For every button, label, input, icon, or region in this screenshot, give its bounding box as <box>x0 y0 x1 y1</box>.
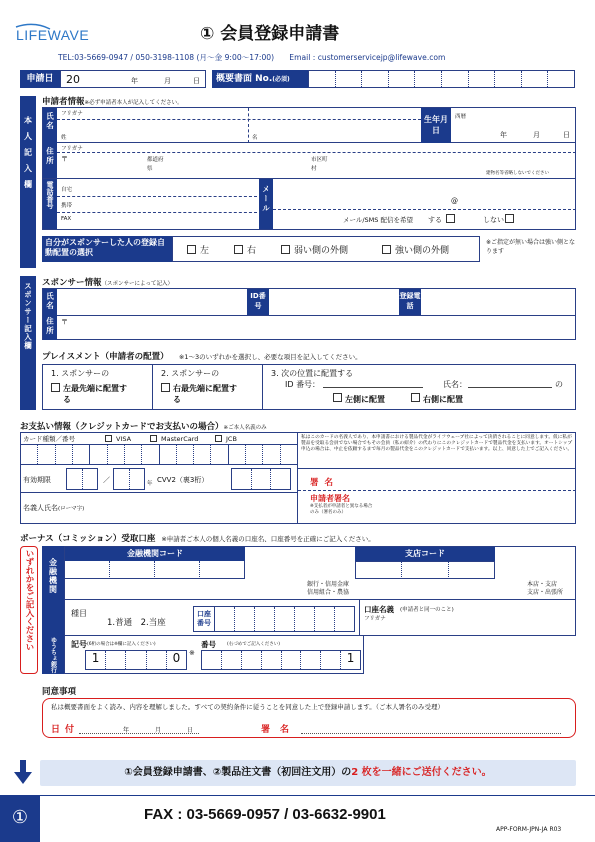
opt3-id: ID 番号： <box>285 380 321 389</box>
opt1-checkbox[interactable] <box>51 383 60 392</box>
account-name-furigana: フリガナ <box>364 616 386 622</box>
date-row <box>20 70 575 90</box>
opt1-label: 左最先端に配置する <box>63 384 127 404</box>
applicant-name-row <box>42 107 576 143</box>
birth-seireki: 西暦 <box>455 114 467 120</box>
sms-no: しない <box>483 216 504 224</box>
auto-placement-options <box>172 236 480 262</box>
send-instruction-red: 2 枚を一緒にご送付ください。 <box>351 767 492 778</box>
agreement-sign-label: 署名 <box>261 725 300 735</box>
address-city: 市区町村 <box>311 157 328 172</box>
logo-text: LIFEWAVE <box>16 27 90 43</box>
opt1-title: 1. スポンサーの <box>51 369 110 378</box>
sponsor-postal: 〒 <box>61 318 68 326</box>
applicant-contact-row <box>42 179 576 230</box>
phone-fax: FAX <box>61 216 72 222</box>
birth-year: 年 <box>500 131 507 139</box>
holder-label <box>23 503 84 513</box>
jcb-label: JCB <box>226 434 237 443</box>
sponsor-side-text: スポンサー記入欄 <box>23 282 33 350</box>
placement-opt3[interactable] <box>263 365 575 409</box>
birth-month: 月 <box>533 131 540 139</box>
placement-options <box>42 364 576 410</box>
expiry-slash: ／ <box>103 476 110 484</box>
expiry-row <box>21 465 297 493</box>
bank-types: 銀行・信用金庫 信用組合・農協 <box>307 581 350 596</box>
expiry-month[interactable] <box>66 468 98 490</box>
visa-label: VISA <box>116 434 132 443</box>
applicant-furigana: フリガナ <box>61 111 83 117</box>
expiry-year[interactable] <box>113 468 145 490</box>
jcb-checkbox[interactable] <box>215 435 222 442</box>
consent-text: 私はこのカードの名義人であり、本申請書における製品代金がライフウェーブ社によって決済されることに同意します。仮に私が製品を受取る会員でない場合でもその会員（私の紹介）の代わりにこのクレジットカードで製品代金を支払います。オートシップ申込の場合は、中止を依頼するまで毎月の製品代金をこのクレジットカードで支払います。以上、同意した上でご記入ください。 <box>301 435 573 453</box>
applicant-sign-label: 申請者署名 <box>310 494 350 503</box>
bank-code-box <box>64 546 576 600</box>
sponsor-name-label: 氏名 <box>45 292 55 311</box>
bonus-heading <box>20 532 375 544</box>
address-building-note: 建物名等省略しないでください <box>486 171 549 176</box>
card-type-label: カード種類／番号 <box>23 435 75 443</box>
bonus-side-label <box>20 546 38 674</box>
bank-side-text: 金融機関 <box>48 558 58 594</box>
visa-checkbox[interactable] <box>105 435 112 442</box>
branch-code-label: 支店コード <box>355 547 495 561</box>
payment-heading-note: ※ご本人名義のみ <box>223 425 267 431</box>
sponsor-id-field[interactable] <box>269 289 399 315</box>
auto-placement-label: 自分がスポンサーした人の登録自動配置の選択 <box>42 236 172 262</box>
bank-side-label <box>42 546 64 636</box>
send-instruction <box>40 760 576 786</box>
sms-no-checkbox[interactable] <box>505 214 514 223</box>
applicant-heading <box>42 95 183 107</box>
kigou-first: 1 <box>86 651 106 669</box>
phone-label: 電話番号 <box>46 181 54 209</box>
applicant-address-label: 住所 <box>45 147 55 166</box>
placement-opt1[interactable] <box>43 365 153 409</box>
account-kind-options[interactable]: 1.普通 2.当座 <box>107 618 166 628</box>
payment-heading <box>20 420 267 432</box>
sponsor-fields <box>42 288 576 340</box>
birth-day: 日 <box>563 131 570 139</box>
fax-number: FAX : 03-5669-0957 / 03-6632-9901 <box>144 806 386 823</box>
placement-heading-note: ※1〜3のいずれかを選択し、必要な項目を記入してください。 <box>178 353 362 361</box>
opt3-no: の <box>555 380 563 389</box>
agreement-year: 年 <box>123 727 130 734</box>
applicant-mei: 名 <box>252 135 258 141</box>
placement-heading-text: プレイスメント（申請者の配置） <box>42 352 169 362</box>
branch-types: 本店・支店 支店・出張所 <box>527 581 564 596</box>
overview-number-field[interactable] <box>308 70 575 88</box>
opt3-name: 氏名： <box>443 380 467 389</box>
holder-note: (ローマ字) <box>58 506 85 512</box>
sponsor-heading-note: （スポンサーによって記入） <box>101 281 174 287</box>
address-postal: 〒 <box>61 155 68 163</box>
master-label: MasterCard <box>161 434 199 443</box>
cvv-field[interactable] <box>231 468 291 490</box>
applicant-side-label <box>20 96 36 268</box>
phone-home: 自宅 <box>61 187 73 193</box>
card-number-boxes[interactable] <box>21 445 297 465</box>
expiry-label: 有効期限 <box>23 476 51 484</box>
agreement-month: 月 <box>155 727 162 734</box>
form-number-badge: ① <box>0 795 40 842</box>
expiry-nen: 年 <box>147 481 153 487</box>
date-year-prefix: 20 <box>66 73 80 86</box>
placement-weak: 弱い側の外側 <box>294 245 349 256</box>
card-sign-label: 署名 <box>310 478 340 488</box>
payment-box <box>20 432 576 524</box>
placement-strong-checkbox[interactable] <box>382 245 391 254</box>
overview-label-text: 概要書面 No. <box>216 74 273 84</box>
account-name-note: (申請者と同一のこと) <box>400 607 454 613</box>
bonus-heading-text: ボーナス（コミッション）受取口座 <box>20 534 156 544</box>
yucho-side-text: ゆうちょ銀行 <box>49 637 57 673</box>
phone-mobile: 携帯 <box>61 203 73 209</box>
opt3-title: 3. 次の位置に配置する <box>271 369 354 378</box>
placement-heading <box>42 350 362 362</box>
bank-code-label: 金融機関コード <box>65 547 245 561</box>
account-row <box>64 600 576 636</box>
placement-left-checkbox[interactable] <box>187 245 196 254</box>
placement-strong: 強い側の外側 <box>395 245 450 256</box>
yucho-box <box>64 636 364 674</box>
sponsor-side-label <box>20 276 36 410</box>
payment-heading-text: お支払い情報（クレジットカードでお支払いの場合） <box>20 422 224 432</box>
agreement-text: 私は概要書面をよく読み、内容を理解しました。すべての契約条件に従うことを同意した上で登録申請します。（ご本人署名のみ受理） <box>51 703 444 711</box>
sms-yes-checkbox[interactable] <box>446 214 455 223</box>
address-furigana: フリガナ <box>61 146 83 152</box>
date-day: 日 <box>193 77 200 85</box>
opt2-title: 2. スポンサーの <box>161 369 220 378</box>
sponsor-heading-text: スポンサー情報 <box>42 278 102 288</box>
sms-yes: する <box>428 216 442 224</box>
branch-code-boxes[interactable] <box>355 561 495 579</box>
address-prefecture: 都道府県 <box>147 157 164 172</box>
page-title: ① 会員登録申請書 <box>200 24 340 44</box>
placement-opt2[interactable] <box>153 365 263 409</box>
applicant-name-label: 氏名 <box>45 112 55 131</box>
down-arrow-icon <box>14 760 32 784</box>
account-number-label: 口座番号 <box>193 606 215 632</box>
bonus-heading-note: ※申請者ご本人の個人名義の口座名、口座番号を正確にご記入ください。 <box>161 535 375 543</box>
number-boxes[interactable] <box>201 650 361 670</box>
cvv-label: CVV2（裏3桁） <box>157 476 209 484</box>
opt3-left: 左側に配置 <box>345 395 385 404</box>
date-year: 年 <box>131 77 138 85</box>
yucho-side-label <box>42 636 64 674</box>
opt3-right: 右側に配置 <box>423 395 463 404</box>
placement-right: 右 <box>247 245 257 256</box>
kigou-label: 記号 <box>71 640 87 649</box>
date-field[interactable] <box>60 70 206 88</box>
bonus-side-text: いずれかをご記入ください <box>24 549 34 651</box>
placement-left: 左 <box>200 245 210 256</box>
kigou-star: ※ <box>189 649 195 657</box>
form-code: APP-FORM-JPN-JA R03 <box>496 826 562 833</box>
sponsor-id-label: ID番号 <box>247 289 269 315</box>
master-checkbox[interactable] <box>150 435 157 442</box>
number-label: 番号 <box>201 639 229 648</box>
applicant-side-text: 本人記入欄 <box>23 116 33 196</box>
applicant-heading-note: ※必ず申請者本人が記入してください。 <box>84 100 183 106</box>
date-label: 申請日 <box>20 70 60 88</box>
holder-text: 名義人氏名 <box>23 504 58 512</box>
overview-required: (必須) <box>272 76 290 83</box>
account-name-label: 口座名義 <box>364 605 394 614</box>
account-number-boxes[interactable] <box>215 606 355 632</box>
date-month: 月 <box>164 77 171 85</box>
agreement-day: 日 <box>187 727 194 734</box>
opt3-left-checkbox[interactable] <box>333 393 342 402</box>
sponsor-phone-label: 登録電話 <box>399 289 421 315</box>
mail-at: @ <box>451 197 458 205</box>
number-last: 1 <box>346 651 355 665</box>
applicant-address-row[interactable] <box>42 143 576 179</box>
overview-label <box>212 70 308 88</box>
kigou-note: (6桁の場合は※欄に記入ください) <box>87 642 156 647</box>
opt3-right-checkbox[interactable] <box>411 393 420 402</box>
placement-right-checkbox[interactable] <box>234 245 243 254</box>
sponsor-address-label: 住所 <box>45 317 55 336</box>
bank-code-boxes[interactable] <box>65 561 245 579</box>
sign-note: ※支払者が申請者と異なる場合のみ（署名のみ） <box>310 504 373 515</box>
birth-label: 生年月日 <box>421 108 451 143</box>
agreement-heading: 同意事項 <box>42 687 77 697</box>
applicant-heading-text: 申請者情報 <box>42 97 85 107</box>
number-note: (右づめでご記入ください) <box>227 642 281 647</box>
sponsor-name-field[interactable] <box>57 289 247 315</box>
contact-line: TEL:03-5669-0947 / 050-3198-1108 (月〜金 9:00〜17:00) Email : customerservicejp@lifewave.com <box>58 53 446 62</box>
mail-label: メール <box>261 185 271 214</box>
sms-label: メール/SMS 配信を希望 <box>343 216 413 224</box>
sponsor-heading <box>42 276 173 288</box>
logo <box>14 23 114 45</box>
applicant-sei: 姓 <box>61 135 67 141</box>
placement-weak-checkbox[interactable] <box>281 245 290 254</box>
agreement-date-label: 日付 <box>51 725 80 735</box>
send-instruction-text: ①会員登録申請書、②製品注文書（初回注文用）の <box>124 767 352 778</box>
placement-note: ※ご指定が無い場合は強い側となります <box>486 239 576 255</box>
agreement-box <box>42 698 576 738</box>
kigou-zero: 0 <box>172 651 181 665</box>
account-name-box[interactable] <box>359 600 576 635</box>
kigou-boxes[interactable] <box>85 650 187 670</box>
opt2-label: 右最先端に配置する <box>173 384 237 404</box>
card-type-row <box>21 433 297 445</box>
account-kind-label: 種目 <box>71 609 87 618</box>
payment-consent <box>297 433 576 524</box>
opt2-checkbox[interactable] <box>161 383 170 392</box>
